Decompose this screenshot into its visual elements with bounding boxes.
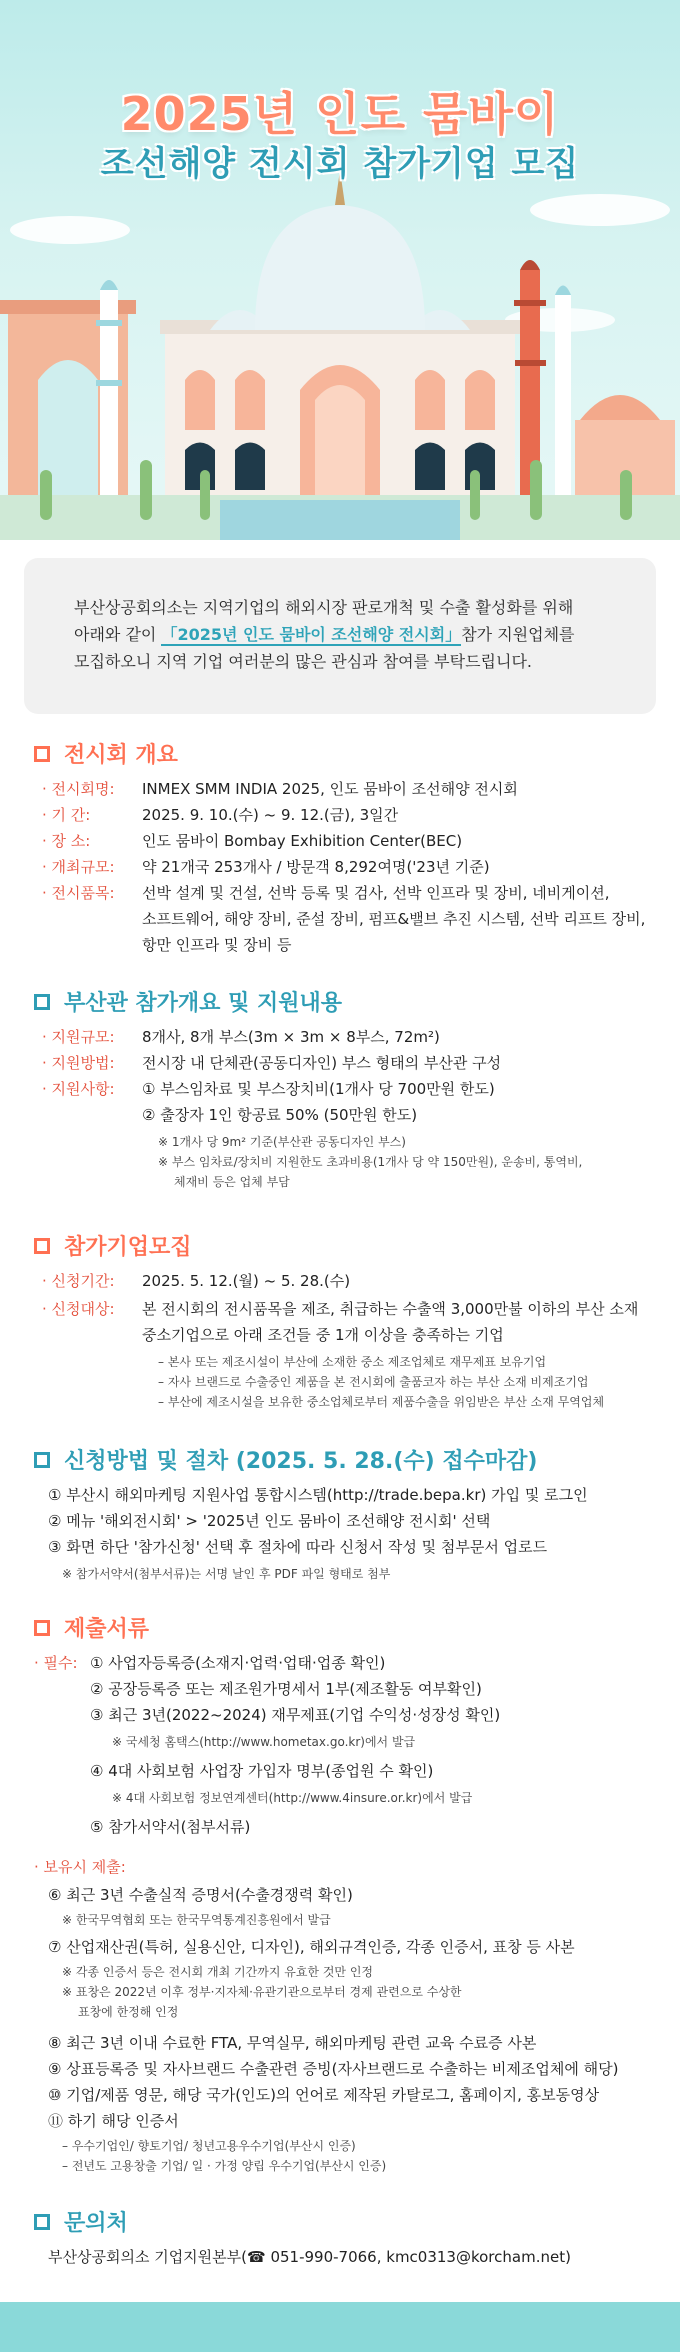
- row-key: · 개최규모:: [42, 858, 115, 876]
- recruit-note: – 자사 브랜드로 수출중인 제품을 본 전시회에 출품코자 하는 부산 소재 비제조기업: [158, 1375, 589, 1389]
- required-note: ※ 국세청 홈택스(http://www.hometax.go.kr)에서 발급: [112, 1735, 416, 1749]
- support-row: [42, 1024, 440, 1050]
- square-bullet-icon: [34, 746, 50, 762]
- section-overview-title: [34, 738, 178, 769]
- row-key: [42, 1102, 142, 1128]
- optional-doc: ⑥ 최근 3년 수출실적 증명서(수출경쟁력 확인): [48, 1886, 353, 1904]
- support-note: ※ 부스 임차료/장치비 지원한도 초과비용(1개사 당 약 150만원), 운송비, 통역비,: [158, 1155, 583, 1169]
- row-key: · 전시회명:: [42, 780, 115, 798]
- row-value: 약 21개국 253개사 / 방문객 8,292여명('23년 기준): [142, 858, 490, 876]
- recruit-row: [42, 1322, 504, 1348]
- section-recruit-title: [34, 1230, 192, 1261]
- intro-box: [24, 558, 656, 714]
- row-key: [42, 1322, 142, 1348]
- overview-row: [42, 802, 398, 828]
- intro-line1: 부산상공회의소는 지역기업의 해외시장 판로개척 및 수출 활성화를 위해: [74, 598, 574, 617]
- hero-title-line2: 조선해양 전시회 참가기업 모집: [100, 144, 580, 184]
- row-value: 인도 뭄바이 Bombay Exhibition Center(BEC): [142, 832, 463, 850]
- procedure-step: ③ 화면 하단 '참가신청' 선택 후 절차에 따라 신청서 작성 및 첨부문서 업로드: [48, 1538, 548, 1556]
- overview-row: [42, 854, 490, 880]
- optional-note: 표창에 한정해 인정: [78, 2005, 179, 2019]
- overview-row: [42, 828, 462, 854]
- row-key: · 장 소:: [42, 832, 91, 850]
- optional-note: – 전년도 고용창출 기업/ 일 · 가정 양립 우수기업(부산시 인증): [62, 2159, 387, 2173]
- section-title-text: 참가기업모집: [64, 1235, 192, 1260]
- hero-banner: [0, 0, 680, 540]
- row-key: [42, 932, 142, 958]
- intro-line2-post: 참가 지원업체를: [461, 625, 575, 644]
- intro-highlight: 「2025년 인도 뭄바이 조선해양 전시회」: [161, 625, 462, 644]
- row-value: 전시장 내 단체관(공동디자인) 부스 형태의 부산관 구성: [142, 1054, 502, 1072]
- row-key: · 지원사항:: [42, 1080, 115, 1098]
- support-note: 체재비 등은 업체 부담: [174, 1175, 290, 1189]
- optional-label: · 보유시 제출:: [34, 1858, 126, 1876]
- required-doc: ④ 4대 사회보험 사업장 가입자 명부(종업원 수 확인): [90, 1762, 434, 1780]
- footer-band: [0, 2302, 680, 2352]
- support-note: ※ 1개사 당 9m² 기준(부산관 공동디자인 부스): [158, 1135, 406, 1149]
- section-support-title: [34, 986, 342, 1017]
- row-value: ① 부스임차료 및 부스장치비(1개사 당 700만원 한도): [142, 1080, 495, 1098]
- contact-line: [48, 2244, 571, 2270]
- row-key: · 기 간:: [42, 806, 91, 824]
- required-label: · 필수:: [34, 1654, 78, 1672]
- row-key: · 신청기간:: [42, 1272, 115, 1290]
- overview-row: [42, 906, 645, 932]
- recruit-row: [42, 1268, 350, 1294]
- section-contact-title: [34, 2206, 128, 2237]
- required-doc: ② 공장등록증 또는 제조원가명세서 1부(제조활동 여부확인): [90, 1680, 482, 1698]
- row-value: 소프트웨어, 해양 장비, 준설 장비, 펌프&밸브 추진 시스템, 선박 리프트 장비,: [142, 910, 646, 928]
- hero-title-line1: 2025년 인도 뭄바이: [120, 87, 560, 141]
- row-value: 선박 설계 및 건설, 선박 등록 및 검사, 선박 인프라 및 장비, 네비게이션,: [142, 884, 610, 902]
- optional-doc: ⑦ 산업재산권(특허, 실용신안, 디자인), 해외규격인증, 각종 인증서, 표창 등 사본: [48, 1938, 575, 1956]
- required-doc: ⑤ 참가서약서(첨부서류): [90, 1818, 251, 1836]
- square-bullet-icon: [34, 1238, 50, 1254]
- section-title-text: 문의처: [64, 2211, 128, 2236]
- optional-note: ※ 각종 인증서 등은 전시회 개최 기간까지 유효한 것만 인정: [62, 1965, 374, 1979]
- support-row: [42, 1102, 417, 1128]
- row-value: ② 출장자 1인 항공료 50% (50만원 한도): [142, 1106, 418, 1124]
- intro-line2-pre: 아래와 같이: [74, 625, 162, 644]
- square-bullet-icon: [34, 1620, 50, 1636]
- support-row: [42, 1050, 501, 1076]
- intro-line3: 모집하오니 지역 기업 여러분의 많은 관심과 참여를 부탁드립니다.: [74, 652, 533, 671]
- section-title-text: 제출서류: [64, 1617, 150, 1642]
- row-value: 항만 인프라 및 장비 등: [142, 936, 292, 954]
- section-procedure-title: [34, 1444, 537, 1475]
- row-key: · 지원규모:: [42, 1028, 115, 1046]
- overview-row: [42, 776, 518, 802]
- overview-row: [42, 880, 610, 906]
- row-value: 본 전시회의 전시품목을 제조, 취급하는 수출액 3,000만불 이하의 부산 소재: [142, 1300, 639, 1318]
- procedure-note: ※ 참가서약서(첨부서류)는 서명 날인 후 PDF 파일 형태로 첨부: [62, 1567, 391, 1581]
- row-value: 2025. 5. 12.(월) ~ 5. 28.(수): [142, 1272, 351, 1290]
- row-value: 8개사, 8개 부스(3m × 3m × 8부스, 72m²): [142, 1028, 440, 1046]
- optional-doc: ⑧ 최근 3년 이내 수료한 FTA, 무역실무, 해외마케팅 관련 교육 수료증 사본: [48, 2034, 537, 2052]
- contact-pre: 부산상공회의소 기업지원본부(: [48, 2248, 247, 2266]
- square-bullet-icon: [34, 994, 50, 1010]
- support-row: [42, 1076, 495, 1102]
- square-bullet-icon: [34, 1452, 50, 1468]
- optional-doc: ⑨ 상표등록증 및 자사브랜드 수출관련 증빙(자사브랜드로 수출하는 비제조업체에 해당): [48, 2060, 619, 2078]
- overview-row: [42, 932, 291, 958]
- recruit-row: [42, 1296, 638, 1322]
- section-title-text: 부산관 참가개요 및 지원내용: [64, 991, 343, 1016]
- row-value: 중소기업으로 아래 조건들 중 1개 이상을 충족하는 기업: [142, 1326, 504, 1344]
- optional-doc: ⑪ 하기 해당 인증서: [48, 2112, 179, 2130]
- intro-line2: [74, 621, 612, 648]
- optional-doc: ⑩ 기업/제품 영문, 해당 국가(인도)의 언어로 제작된 카탈로그, 홈페이지, 홍보동영상: [48, 2086, 600, 2104]
- row-key: · 지원방법:: [42, 1054, 115, 1072]
- optional-note: ※ 표창은 2022년 이후 정부·지자체·유관기관으로부터 경제 관련으로 수상한: [62, 1985, 462, 1999]
- square-bullet-icon: [34, 2214, 50, 2230]
- row-key: [42, 906, 142, 932]
- required-doc: ① 사업자등록증(소재지·업력·업태·업종 확인): [90, 1654, 386, 1672]
- row-key: · 전시품목:: [42, 884, 115, 902]
- required-note: ※ 4대 사회보험 정보연계센터(http://www.4insure.or.kr)에서 발급: [112, 1791, 473, 1805]
- section-title-text: 전시회 개요: [64, 743, 178, 768]
- procedure-step: ① 부산시 해외마케팅 지원사업 통합시스템(http://trade.bepa.kr) 가입 및 로그인: [48, 1486, 588, 1504]
- phone-icon: ☎: [247, 2248, 266, 2266]
- procedure-step: ② 메뉴 '해외전시회' > '2025년 인도 뭄바이 조선해양 전시회' 선택: [48, 1512, 491, 1530]
- optional-note: – 우수기업인/ 향토기업/ 청년고용우수기업(부산시 인증): [62, 2139, 356, 2153]
- recruit-note: – 본사 또는 제조시설이 부산에 소재한 중소 제조업체로 재무제표 보유기업: [158, 1355, 547, 1369]
- row-value: INMEX SMM INDIA 2025, 인도 뭄바이 조선해양 전시회: [142, 780, 518, 798]
- contact-post: 051-990-7066, kmc0313@korcham.net): [265, 2248, 571, 2266]
- row-value: 2025. 9. 10.(수) ~ 9. 12.(금), 3일간: [142, 806, 399, 824]
- section-documents-title: [34, 1612, 149, 1643]
- row-key: · 신청대상:: [42, 1300, 115, 1318]
- recruit-note: – 부산에 제조시설을 보유한 중소업체로부터 제품수출을 위임받은 부산 소재 무역업체: [158, 1395, 605, 1409]
- required-doc: ③ 최근 3년(2022~2024) 재무제표(기업 수익성·성장성 확인): [90, 1706, 501, 1724]
- optional-note: ※ 한국무역협회 또는 한국무역통계진흥원에서 발급: [62, 1913, 331, 1927]
- section-title-text: 신청방법 및 절차 (2025. 5. 28.(수) 접수마감): [64, 1449, 538, 1474]
